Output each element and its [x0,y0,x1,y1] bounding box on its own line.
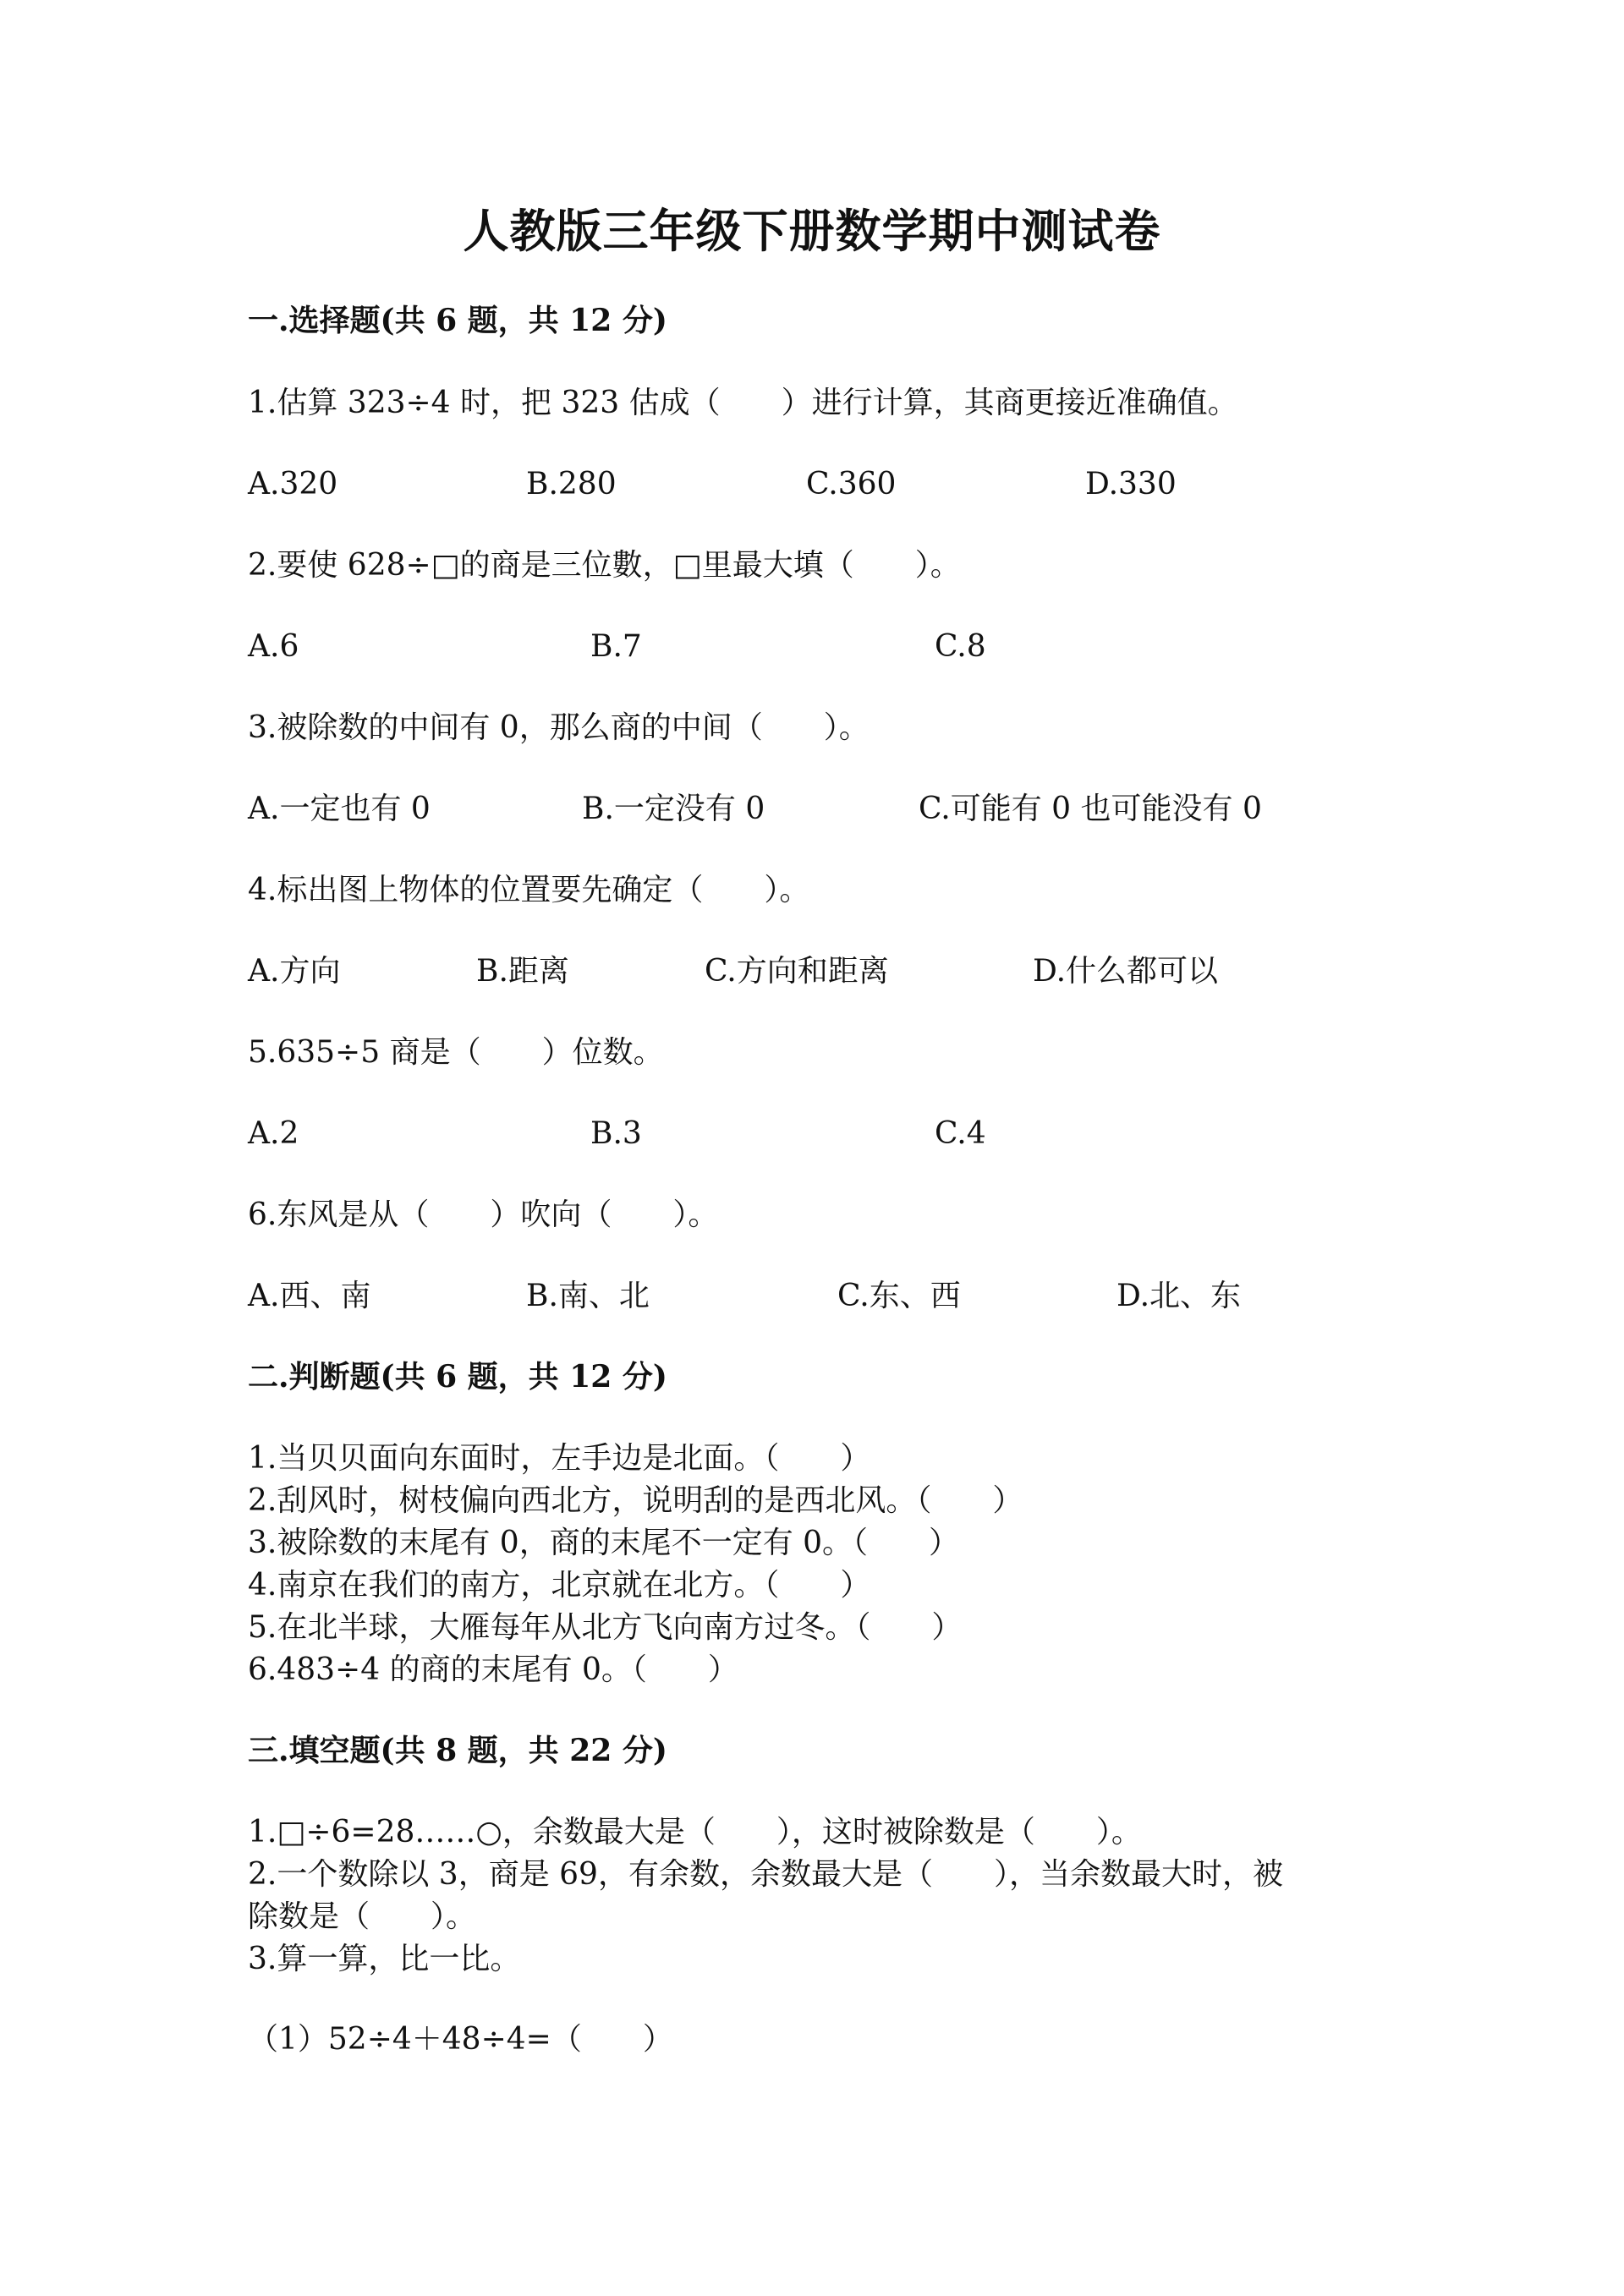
option: A.320 [248,467,338,501]
question-text: 6.东风是从（ ）吹向（ ）。 [248,1197,719,1232]
page-title: 人教版三年级下册数学期中测试卷 [463,204,1161,258]
option: B.3 [590,1116,642,1151]
option: B.7 [590,629,642,664]
fill-subitem: （1）52÷4＋48÷4=（ ） [248,2022,673,2057]
option: B.一定没有 0 [582,792,765,826]
option: C.可能有 0 也可能没有 0 [919,792,1262,826]
option: C.4 [935,1116,986,1151]
option: C.360 [806,467,897,501]
option: C.8 [935,629,986,664]
question-text: 3.被除数的中间有 0，那么商的中间（ ）。 [248,710,870,745]
section-heading-choice: 一.选择题(共 6 题，共 12 分) [248,303,667,338]
judge-item: 3.被除数的末尾有 0，商的末尾不一定有 0。（ ） [248,1526,960,1560]
section-heading-judge: 二.判断题(共 6 题，共 12 分) [248,1359,667,1395]
option: D.北、东 [1116,1279,1242,1313]
option: A.西、南 [248,1279,371,1313]
option: D.330 [1085,467,1177,501]
section-heading-fill: 三.填空题(共 8 题，共 22 分) [248,1733,667,1768]
judge-item: 2.刮风时，树枝偏向西北方，说明刮的是西北风。（ ） [248,1483,1023,1518]
judge-item: 6.483÷4 的商的末尾有 0。（ ） [248,1652,738,1687]
fill-item: 1.□÷6=28……○，余数最大是（ ），这时被除数是（ ）。 [248,1815,1142,1849]
judge-item: 1.当贝贝面向东面时，左手边是北面。（ ） [248,1441,871,1476]
question-text: 2.要使 628÷□的商是三位數，□里最大填（ ）。 [248,548,961,583]
option: A.方向 [248,954,341,989]
option: C.方向和距离 [705,954,889,989]
question-text: 5.635÷5 商是（ ）位数。 [248,1035,664,1070]
fill-item: 除数是（ ）。 [248,1899,477,1934]
option: B.280 [526,467,617,501]
option: A.6 [248,629,299,664]
question-text: 1.估算 323÷4 时，把 323 估成（ ）进行计算，其商更接近准确值。 [248,386,1238,420]
fill-item: 3.算一算，比一比。 [248,1942,521,1976]
judge-item: 5.在北半球，大雁每年从北方飞向南方过冬。（ ） [248,1610,963,1645]
option: C.东、西 [837,1279,961,1313]
option: A.2 [248,1116,299,1151]
option: B.距离 [476,954,569,989]
option: D.什么都可以 [1033,954,1219,989]
option: A.一定也有 0 [248,792,431,826]
fill-item: 2.一个数除以 3，商是 69，有余数，余数最大是（ ），当余数最大时，被 [248,1857,1283,1892]
question-text: 4.标出图上物体的位置要先确定（ ）。 [248,873,810,907]
judge-item: 4.南京在我们的南方，北京就在北方。（ ） [248,1568,871,1603]
option: B.南、北 [526,1279,650,1313]
